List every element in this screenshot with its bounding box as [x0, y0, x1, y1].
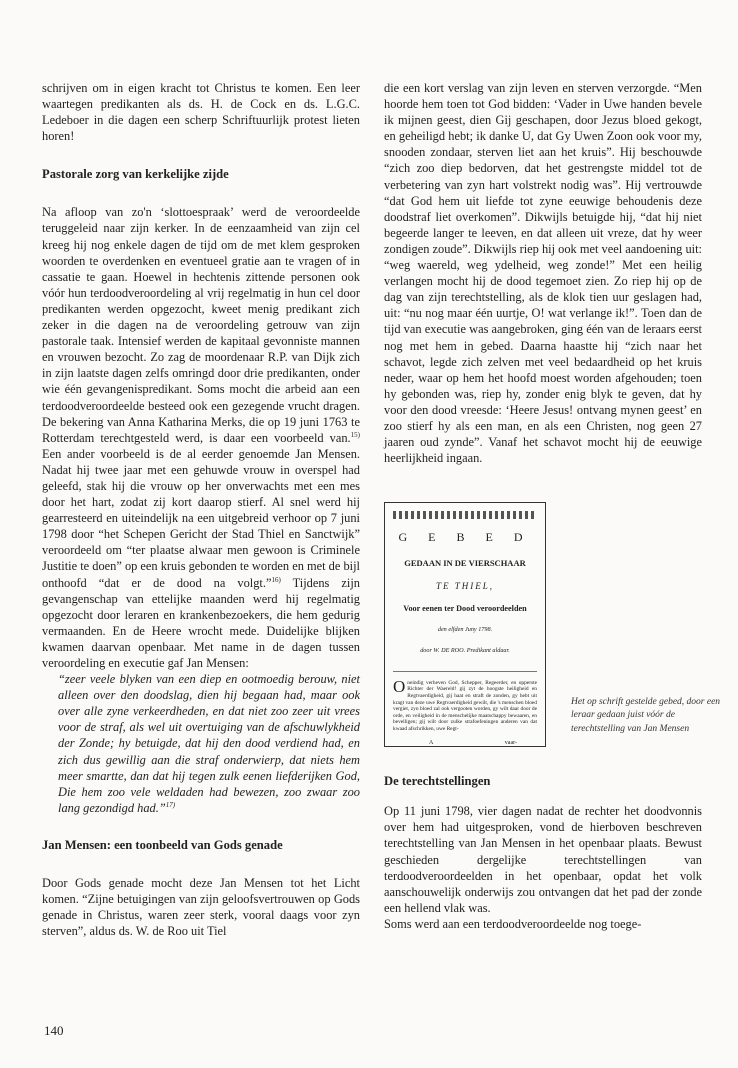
prayer-rule [393, 671, 537, 672]
quote-text: “zeer veele blyken van een diep en ootmoedig berouw, niet alleen over den doodslag, dien hij begaan had, maar ook over alle zyne verkeerdheden, en dat niet zoo zeer uit vrees voor de straf, als wel uit overtuiging van de afschuwlykheid der Zonde; hy betuigde, dat hij den dood verdiend had, en zich dus gewillig aan die straf onderwierp, dat niets hem meer smartte, dan dat hij tegen zulk eenen liefderijken God, Die hem zoo vele weldaden had bewezen, zoo zwaar zoo lang gezondigd had.” [58, 672, 360, 815]
pastoral-text-b: Een ander voorbeeld is de al eerder genoemde Jan Mensen. Nadat hij twee jaar met een gehuwde vrouw in overspel had geleefd, stak hij die vrouw op her onverwachts met een mes door het hart, zodat zij kort daarop stierf. Al snel werd hij gearresteerd en uiteindelijk na een uitgebreid verhoor op 7 juni 1798 door “het Schepen Gericht der Stad Thiel en Sanctwijk” veroordeeld om “ter plaatse alwaar men gewoon is Criminele Justitie te doen” op een kruis gebonden te worden en met de bijl onthoofd “dat er de dood na volgt.” [42, 446, 360, 590]
right-column [384, 80, 702, 932]
pastoral-text-a: Na afloop van zo'n ‘slottoespraak’ werd de veroordeelde teruggeleid naar zijn kerker. In de eenzaamheid van zijn cel kreeg hij nog enkele dagen de tijd om de met klem gesproken woorden te overdenken en eventueel gratie aan te vragen of in cassatie te gaan. Hoewel in hechtenis zittende personen ook vóór hun terdoodveroordeling al vrij regelmatig in hun cel door predikanten werden opgezocht, kweet menig predikant zich zeker in die dagen na de veroordeling getrouw van zijn pastorale taak. Intensief werden de kapitaal gevonniste mannen en vrouwen bezocht. Zo zag de moordenaar R.P. van Dijk zich in zijn laatste dagen zelfs omringd door drie predikanten, onder wie één gevangenispredikant. Soms mocht die arbeid aan een terdoodveroordeelde besteed ook een gezegende vrucht dragen. De bekering van Anna Katharina Merks, die op 19 juni 1763 te Rotterdam terechtgesteld werd, is daar een voorbeeld van. [42, 205, 360, 445]
pastoral-text-c: Tijdens zijn gevangenschap van ettelijke maanden werd hij regelmatig opgezocht door leraren en krankenbezoekers, die hem gedurig vermaanden. En de Heere wrocht mede. Duidelijke blijken kwamen daarvan openbaar. Met name in de dagen tussen veroordeling en executie gaf Jan Mensen: [42, 575, 360, 670]
footnote-15: 15) [350, 430, 360, 439]
ornament-border [393, 511, 537, 519]
heading-terechtstellingen: De terechtstellingen [384, 774, 491, 789]
prayer-footer [393, 735, 537, 751]
intro-paragraph: schrijven om in eigen kracht tot Christus te komen. Een leer waartegen predikanten als ds. H. de Cock en ds. L.G.C. Ledeboer in die dagen een scherp Schriftuurlijk protest lieten horen! [42, 81, 360, 144]
prayer-place: TE THIEL, [435, 581, 494, 592]
prayer-body-text: neindig verheven God, Schepper, Regeerder, en opperste Richter der Waereld! gij zyt de hoogste heiligheid en Regtvaerdigheid, gij haat en straft de zonden, gy hebt uit kragt van deze uwe Regtvaerdigheid gewilt, die 's menschen bloed vergiet, zyn bloed zal ook vergooten worden, gy wilt daar door de orde, en veiligheid in de menschelijke maatschappy bewaaren, en bevelligen; gij wilt door zulke strafoefeningen anderen van dat kwaad afschrikken, uwe Regt- [393, 679, 537, 732]
image-caption: Het op schrift gestelde gebed, door een leraar gedaan juist vóór de terechtstelling van Jan Mensen [571, 697, 721, 734]
terecht-paragraph: Op 11 juni 1798, vier dagen nadat de rechter het doodvonnis over hem had uitgesproken, vond de hierboven beschreven terechtstelling van Jan Mensen in het openbaar plaats. Bewust geschieden dergelijke terechtstellingen van terdoodveroordeelden in het openbaar, opdat het volk aanschouwelijk onderwijs zou ontvangen dat het pad der zonde een hellend vlak was. [384, 804, 702, 915]
pastoral-paragraph [42, 204, 360, 671]
footnote-16: 16) [271, 575, 281, 584]
prayer-document-image [384, 502, 546, 747]
prayer-body [393, 676, 537, 733]
prayer-signature-mark: A [429, 739, 434, 746]
mensen-paragraph: Door Gods genade mocht deze Jan Mensen tot het Licht komen. “Zijne betuigingen van zijn geloofsvertrouwen op Gods genade in Christus, waren zeer sterk, vooral daags voor zyn sterven”, aldus ds. W. de Roo uit Tiel [42, 875, 360, 939]
prayer-subtitle: GEDAAN IN DE VIERSCHAAR [404, 558, 526, 569]
mensen-quote [42, 671, 360, 816]
last-paragraph: Soms werd aan een terdoodveroordeelde nog toege- [384, 916, 642, 931]
heading-pastorale-zorg: Pastorale zorg van kerkelijke zijde [42, 167, 229, 182]
heading-jan-mensen: Jan Mensen: een toonbeeld van Gods genade [42, 837, 283, 852]
left-column [42, 80, 360, 939]
footnote-17: 17) [165, 800, 176, 809]
continued-paragraph: die een kort verslag van zijn leven en sterven verzorgde. “Men hoorde hem toen tot God bidden: ‘Vader in Uwe handen bevele ik mijnen geest, dien Gij geschapen, door Jezus bloed gekogt, en geheiligd hebt; ik danke U, dat Gy Uwen Zoon ook voor my, snooden zondaar, sterven liet aan het kruis”. Hij beschouwde “zich zoo diep bedorven, dat het gestrengste middel tot de verbetering van zyn hart volstrekt nodig was”. Hij vertrouwde “dat God hem uit liefde tot zyne eeuwige behoudenis deze doodstraf liet overkomen”. Dikwijls betuigde hij, “dat hij niet begeerde langer te leeven, en dat alleen uit vreze, dat hy weer zondigen zoude”. Dikwijls riep hij ook met veel aandoening uit: “weg waereld, weg ydelheid, weg zonde!” Met een heilig verlangen mocht hij de dood tegemoet zien. Zo riep hij op de dag van zijn terechtstelling, als de klok tien uur geslagen had, uit: “nu nog maar één uurtje, O! wat verlange ik!”. Toen dan de tijd van executie was aangebroken, ging één van de leraars eerst nog met hem in gebed. Daarna haastte hij “zich naar het schavot, legde zich zelven met veel bedaardheid op het kruis neder, waar op hem het hoofd moest worden afgehouden; toen hy gebonden was, riep hy, zonder enig blyk te geven, dat hy voor den dood vreesde: ‘Heere Jesus! ontvang mynen geest’ en zoo stierf hy als een man, en als een Christen, nog geen 27 jaaren oud zynde”. Vanaf het schavot mocht hij de eeuwige heerlijkheid ingaan. [384, 81, 702, 466]
prayer-dropcap: O [393, 676, 406, 696]
page-number: 140 [44, 1023, 64, 1038]
prayer-date: den elfden Juny 1798. [437, 625, 493, 633]
prayer-catchword: vaar- [504, 739, 517, 746]
prayer-author: door W. DE ROO. Predikant aldaar. [420, 646, 510, 654]
prayer-title: G E B E D [398, 530, 532, 545]
prayer-purpose: Voor eenen ter Dood veroordeelden [403, 603, 527, 613]
